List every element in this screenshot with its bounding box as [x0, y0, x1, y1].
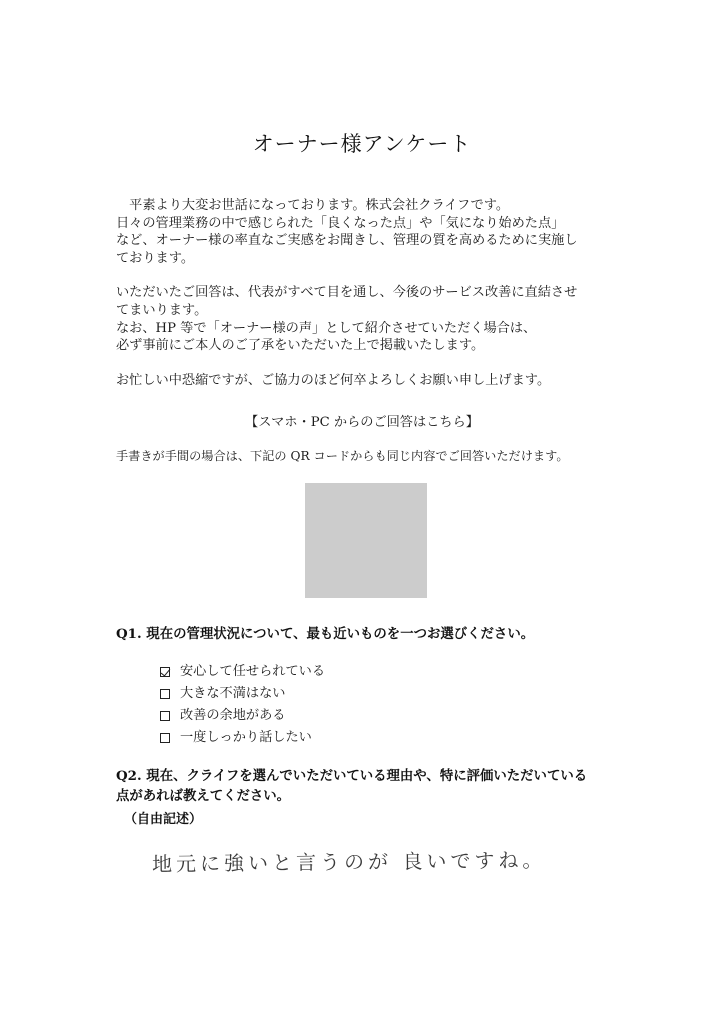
q1-option[interactable] — [160, 727, 325, 749]
checked-checkbox-icon[interactable] — [160, 667, 170, 677]
q1-option[interactable] — [160, 683, 325, 705]
checkbox-icon[interactable] — [160, 711, 170, 721]
intro-line: 必ず事前にご本人のご了承をいただいた上で掲載いたします。 — [116, 338, 485, 354]
q2-question — [116, 766, 616, 806]
q1-option[interactable] — [160, 661, 325, 683]
intro-text — [116, 197, 616, 406]
free-text-note: （自由記述） — [124, 812, 203, 827]
checkbox-icon[interactable] — [160, 689, 170, 699]
handwritten-answer: 地元に強いと言うのが 良いですね。 — [151, 847, 547, 877]
q1-option-label: 一度しっかり話したい — [180, 730, 312, 745]
q1-question: Q1. 現在の管理状況について、最も近いものを一つお選びください。 — [116, 626, 535, 642]
q1-option-label: 改善の余地がある — [180, 708, 286, 723]
page-title: オーナー様アンケート — [252, 132, 472, 156]
intro-line: 平素より大変お世話になっております。株式会社クライフです。 — [116, 198, 510, 213]
intro-paragraph-3 — [116, 372, 616, 390]
intro-line: お忙しい中恐縮ですが、ご協力のほど何卒よろしくお願い申し上げます。 — [116, 372, 551, 388]
online-section-heading: 【スマホ・PC からのご回答はこちら】 — [245, 415, 479, 430]
intro-line: てまいります。 — [116, 302, 208, 318]
checkbox-icon[interactable] — [160, 733, 170, 743]
q1-options — [160, 661, 325, 749]
intro-paragraph-2 — [116, 284, 616, 354]
qr-note: 手書きが手間の場合は、下記の QR コードからも同じ内容でご回答いただけます。 — [116, 449, 569, 463]
q1-option[interactable] — [160, 705, 325, 727]
q1-option-label: 大きな不満はない — [180, 686, 286, 701]
intro-paragraph-1 — [116, 197, 616, 267]
qr-code-image[interactable] — [305, 483, 427, 598]
q1-option-label: 安心して任せられている — [180, 664, 326, 679]
intro-line: ております。 — [116, 250, 195, 266]
intro-line: 日々の管理業務の中で感じられた「良くなった点」や「気になり始めた点」 — [116, 215, 565, 231]
intro-line: いただいたご回答は、代表がすべて目を通し、今後のサービス改善に直結させ — [116, 285, 578, 301]
intro-line: なお、HP 等で「オーナー様の声」として紹介させていただく場合は、 — [116, 320, 537, 336]
q2-question-line: 点があれば教えてください。 — [116, 788, 291, 804]
intro-line: など、オーナー様の率直なご実感をお聞きし、管理の質を高めるために実施し — [116, 233, 578, 249]
q2-question-line: Q2. 現在、クライフを選んでいただいている理由や、特に評価いただいている — [116, 768, 588, 784]
